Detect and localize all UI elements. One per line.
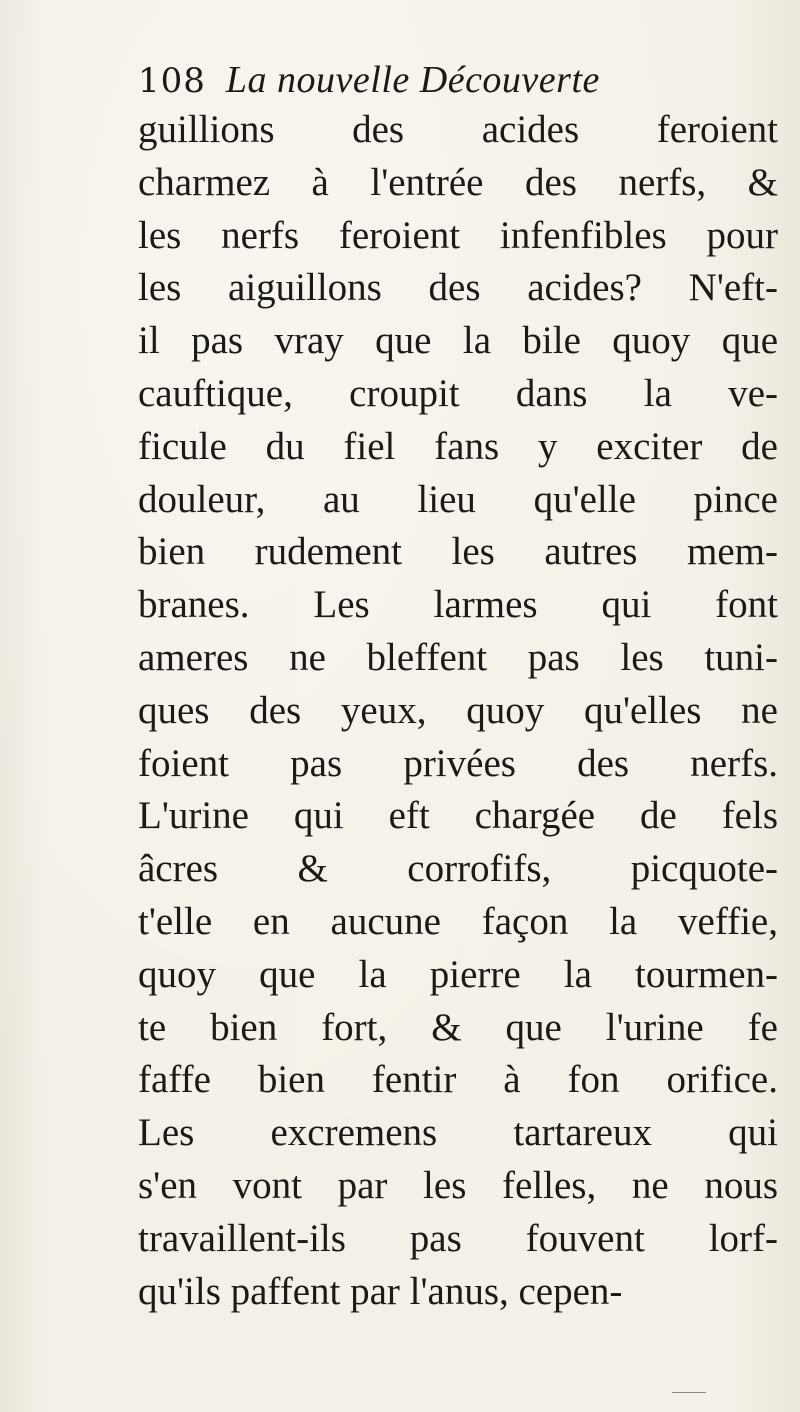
text-line: L'urine qui eft chargée de fels bbox=[138, 794, 778, 838]
text-line: Les excremens tartareux qui bbox=[138, 1111, 778, 1155]
running-title: La nouvelle Découverte bbox=[225, 59, 600, 101]
text-line: il pas vray que la bile quoy que bbox=[138, 319, 778, 363]
text-line: les nerfs feroient infenfibles pour bbox=[138, 213, 778, 257]
text-line: guillions des acides feroient bbox=[138, 108, 778, 151]
footer-rule bbox=[672, 1392, 706, 1393]
text-line: cauftique, croupit dans la ve- bbox=[138, 371, 778, 415]
text-line: douleur, au lieu qu'elle pince bbox=[138, 477, 778, 521]
text-line: charmez à l'entrée des nerfs, & bbox=[138, 160, 778, 204]
text-line: branes. Les larmes qui font bbox=[138, 583, 778, 627]
text-line: foient pas privées des nerfs. bbox=[138, 741, 778, 785]
text-line: s'en vont par les felles, ne nous bbox=[138, 1163, 778, 1207]
text-line: ficule du fiel fans y exciter de bbox=[138, 424, 778, 468]
text-line: ques des yeux, quoy qu'elles ne bbox=[138, 688, 778, 732]
text-line: quoy que la pierre la tourmen- bbox=[138, 952, 778, 996]
text-line: qu'ils paffent par l'anus, cepen- bbox=[138, 1269, 623, 1313]
text-line: bien rudement les autres mem- bbox=[138, 530, 778, 574]
text-line: les aiguillons des acides? N'eft- bbox=[138, 266, 778, 310]
page-header bbox=[138, 58, 738, 108]
text-line: ameres ne bleffent pas les tuni- bbox=[138, 635, 778, 679]
text-line: t'elle en aucune façon la veffie, bbox=[138, 899, 778, 943]
text-line: âcres & corrofifs, picquote- bbox=[138, 847, 778, 891]
body-text bbox=[138, 104, 778, 1318]
text-line: faffe bien fentir à fon orifice. bbox=[138, 1058, 778, 1102]
text-line: travaillent-ils pas fouvent lorf- bbox=[138, 1216, 778, 1260]
page-number: 108 bbox=[138, 61, 206, 101]
text-line: te bien fort, & que l'urine fe bbox=[138, 1005, 778, 1049]
